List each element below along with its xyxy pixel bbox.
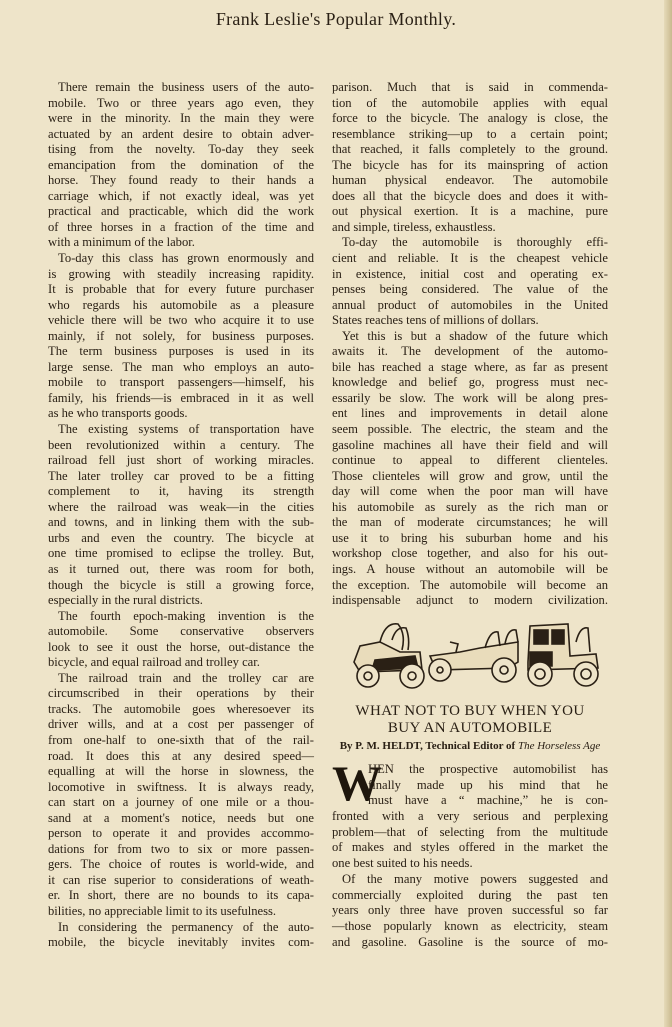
text-line: tising from the novelty. To-day they seek (48, 142, 314, 157)
text-line: though the bicycle is still a growing force, (48, 577, 314, 592)
text-line: essarily be slow. The work will be along pres- (332, 390, 608, 405)
text-line: tion of the automobile applies with equal (332, 95, 608, 110)
left-column (48, 80, 314, 951)
text-line: There remain the business users of the auto- (58, 80, 314, 94)
text-line: dations for from two to six or more passen- (48, 841, 314, 856)
text-line: ent lines and improvements in detail alone (332, 406, 608, 421)
text-line: years only three have proven successful so far (332, 903, 608, 918)
paragraph (48, 920, 314, 951)
text-line: The fourth epoch-making invention is the (58, 608, 314, 623)
text-line: Yet this is but a shadow of the future which (342, 328, 608, 343)
article-byline (332, 740, 608, 752)
limousine-car (528, 624, 598, 686)
text-line: the exception. The automobile will become an (332, 577, 608, 592)
text-line: er. In short, there are no bounds to its capa- (48, 888, 314, 903)
text-line: To-day this class has grown enormously and (58, 251, 314, 266)
text-line: out physical exertion. It is a machine, pure (332, 204, 608, 219)
text-line: To-day the automobile is thoroughly effi- (342, 235, 608, 250)
text-line: Of the many motive powers suggested and (342, 871, 608, 886)
text-line: The term business purposes is used in its (48, 344, 314, 359)
article-body (332, 755, 608, 950)
text-line: bicycle, and equal railroad and trolley car. (48, 655, 260, 670)
text-line: family, his friends—is embraced in it as well (48, 390, 314, 405)
text-line: actuated by an ardent desire to obtain adver- (48, 126, 314, 141)
paragraph (48, 671, 314, 920)
paragraph (332, 872, 608, 950)
text-line: emancipation from the domination of the (48, 157, 314, 172)
text-line: mobile. Two or three years ago even, they (48, 95, 314, 110)
text-line: his automobile as surely as the rich man or (332, 499, 608, 514)
right-column (332, 80, 608, 609)
text-line: does all that the bicycle does and does it with- (332, 188, 608, 203)
text-line: equalling at will the horse in slowness, the (48, 764, 314, 779)
text-line: human physical endeavor. The automobile (332, 173, 608, 188)
text-line: and towns, and in linking them with the sub- (48, 515, 314, 530)
drop-cap: W (332, 755, 382, 811)
paragraph (332, 755, 608, 872)
text-line: and gasoline. Gasoline is the source of mo- (332, 934, 608, 949)
text-line: were in the minority. In the main they were (48, 111, 314, 126)
text-line: indispensable adjunct to modern civilization. (332, 593, 608, 608)
paragraph (332, 235, 608, 328)
text-line: circumscribed in their operations by their (48, 686, 314, 701)
text-line: especially in the rural districts. (48, 593, 203, 608)
running-header: Frank Leslie's Popular Monthly. (215, 9, 457, 29)
text-line: mainly, if not solely, for business purposes. (48, 328, 314, 343)
text-line: in existence, initial cost and operating ex- (332, 266, 608, 281)
text-line: awaits it. The development of the automo- (332, 344, 608, 359)
text-line: The later trolley car proved to be a fitting (48, 468, 314, 483)
text-line: one best suited to his needs. (332, 856, 473, 871)
text-line: In considering the permanency of the auto- (58, 919, 314, 934)
text-line: practical and practicable, which did the work (48, 204, 314, 219)
text-line: look to see it oust the horse, out-distance the (48, 639, 314, 654)
touring-car (429, 630, 518, 682)
paragraph (48, 251, 314, 422)
text-line: that reached, it falls completely to the ground. (332, 142, 608, 157)
text-line: as it turned out, there was room for both, (48, 561, 314, 576)
text-line: The bicycle has for its mainspring of action (332, 157, 608, 172)
runabout-car (354, 624, 424, 688)
text-line: railroad fell just short of working miracles. (48, 453, 314, 468)
text-line: workshop close together, and also for his out- (332, 546, 608, 561)
text-line: It is probable that for every future purchaser (48, 282, 314, 297)
text-line: problem—that of selecting from the multitude (332, 824, 608, 839)
text-line: day will come when the poor man will have (332, 484, 608, 499)
text-line: urbs and even the country. The bicycle at (48, 530, 314, 545)
text-line: carriage which, if not exactly ideal, was yet (48, 188, 314, 203)
text-line: must have a “ machine,” he is con- (368, 793, 608, 808)
text-line: penses being considered. The value of the (332, 282, 608, 297)
text-line: tracks. The automobile goes wheresoever its (48, 701, 314, 716)
text-line: the man of moderate circumstances; he will (332, 515, 608, 530)
text-line: The railroad train and the trolley car are (58, 670, 314, 685)
text-line: ings. A house without an automobile will be (332, 561, 608, 576)
text-line: cient and reliable. It is the cheapest vehicle (332, 251, 608, 266)
text-line: resemblance striking—up to a certain point; (332, 126, 608, 141)
text-line: annual product of automobiles in the United (332, 297, 608, 312)
text-line: seem possible. The electric, the steam and the (332, 422, 608, 437)
article-title (332, 703, 608, 736)
text-line: knowledge and belief go, progress must nec- (332, 375, 608, 390)
text-line: fronted with a very serious and perplexing (332, 809, 608, 824)
text-line: large sense. The man who employs an auto- (48, 359, 314, 374)
text-line: mobile, the bicycle inevitably invites com- (48, 935, 314, 950)
page-edge (664, 0, 672, 1027)
text-line: bile has reached a stage where, as far as present (332, 359, 608, 374)
text-line: bilities, no appreciable limit to its usefulness. (48, 903, 277, 918)
text-line: Those clienteles will grow and grow, until the (332, 468, 608, 483)
paragraph (332, 329, 608, 609)
text-line: been revolutionized within a century. The (48, 437, 314, 452)
paragraph (48, 422, 314, 609)
text-line: use it to bring his suburban home and his (332, 530, 608, 545)
text-line: one time promised to eclipse the trolley. But, (48, 546, 314, 561)
text-line: finally made up his mind that he (368, 777, 608, 792)
text-line: who regards his automobile as a pleasure (48, 297, 314, 312)
article-title-line: BUY AN AUTOMOBILE (387, 719, 553, 736)
text-line: parison. Much that is said in commenda- (332, 80, 608, 94)
paragraph (48, 80, 314, 251)
text-line: person to operate it and provides accommo- (48, 826, 314, 841)
text-line: locomotive in swiftness. It is always ready, (48, 779, 314, 794)
text-line: it can rise superior to considerations of weath- (48, 872, 314, 887)
text-line: with a minimum of the labor. (48, 235, 195, 250)
text-line: HEN the prospective automobilist has (368, 762, 608, 776)
text-line: of three horses in a fraction of the time and (48, 219, 314, 234)
text-line: commercially exploited during the past ten (332, 887, 608, 902)
automobiles-illustration (340, 612, 606, 694)
text-line: as he who transports goods. (48, 406, 188, 421)
text-line: mobile to transport passengers—himself, his (48, 375, 314, 390)
text-line: horse. They found ready to their hands a (48, 173, 314, 188)
paragraph (332, 80, 608, 235)
text-line: and simple, tireless, exhaustless. (332, 219, 496, 234)
text-line: from one-half to one-sixth that of the rail- (48, 732, 314, 747)
text-line: gasoline machines all have their field and will (332, 437, 608, 452)
text-line: States reaches tens of millions of dollars. (332, 313, 539, 328)
text-line: is growing with steadily increasing rapidity. (48, 266, 314, 281)
text-line: automobile. Some conservative observers (48, 624, 314, 639)
text-line: complement to it, having its strength (48, 484, 314, 499)
text-line: The existing systems of transportation have (58, 422, 314, 437)
text-line: sand at a moment's notice, needs but one (48, 810, 314, 825)
text-line: of makes and styles offered in the market the (332, 840, 608, 855)
text-line: force to the bicycle. The analogy is close, the (332, 111, 608, 126)
text-line: can start on a journey of one mile or a thou- (48, 795, 314, 810)
text-line: road. It does this at any desired speed— (48, 748, 314, 763)
text-line: —those popularly known as electricity, steam (332, 918, 608, 933)
text-line: gers. The choice of routes is world-wide, and (48, 857, 314, 872)
text-line: vehicle there will be two who acquire it to use (48, 313, 314, 328)
paragraph (48, 609, 314, 671)
byline-author: By P. M. HELDT, Technical Editor of (339, 740, 518, 752)
text-line: where the railroad was weak—in the cities (48, 499, 314, 514)
byline-publication: The Horseless Age (517, 740, 601, 752)
text-line: driver wills, and at a cost per passenger of (48, 717, 314, 732)
article-title-line: WHAT NOT TO BUY WHEN YOU (355, 703, 585, 719)
text-line: continue to appeal to different clienteles. (332, 453, 608, 468)
